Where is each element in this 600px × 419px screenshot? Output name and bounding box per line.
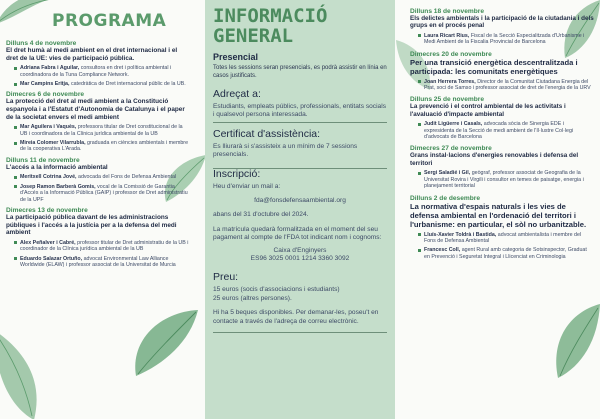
speaker-role: Director de la Comunitat Ciutadana Energia del Prat, soci de Samso i professor associat de dret de l'energia de la URV bbox=[424, 78, 591, 92]
speaker bbox=[410, 33, 594, 46]
session-date: Dimecres 27 de novembre bbox=[410, 145, 492, 153]
speaker-role: catedràtica de Dret internacional públic de la UB. bbox=[70, 81, 186, 87]
presencial-label: Presencial bbox=[213, 52, 259, 62]
session-date: Dilluns 2 de desembre bbox=[410, 194, 480, 202]
speaker bbox=[6, 256, 191, 269]
session-date: Dilluns 25 de novembre bbox=[410, 96, 485, 104]
bullet-icon bbox=[14, 83, 17, 86]
bank-name: Caixa d'Enginyers bbox=[273, 246, 327, 254]
speaker-name: Meritxell Cotrina Jové, bbox=[20, 174, 77, 181]
inscripcio-send: Heu d'enviar un mail a: bbox=[213, 182, 281, 190]
speaker bbox=[6, 124, 191, 137]
speaker bbox=[410, 79, 594, 92]
speaker-name: Judit Ligüerre i Casals, bbox=[424, 121, 483, 128]
program-block bbox=[6, 207, 191, 268]
session-title: La prevenció i el control ambiental de les activitats i l'avaluació d'impacte ambiental bbox=[410, 103, 566, 118]
bullet-icon bbox=[418, 233, 421, 236]
speaker-role: geògraf, professor associat de Geografia de la Universitat Rovira i Virgili i consultor en temes de paisatge, energia i planejament territorial bbox=[424, 170, 584, 190]
bullet-icon bbox=[14, 241, 17, 244]
adreca-text: Estudiants, empleats públics, professionals, entitats socials i qualsevol persona interessada. bbox=[213, 103, 386, 119]
program-block bbox=[6, 40, 191, 87]
speaker-name: Sergi Saladié i Gil, bbox=[424, 170, 471, 177]
bank-iban: ES96 3025 0001 1214 3360 3092 bbox=[250, 255, 350, 263]
speaker-name: Josep Ramon Barberà Gomis, bbox=[20, 183, 96, 190]
speaker-name: Laura Ricart Rius, bbox=[424, 32, 470, 39]
speaker-role: advocada sòcia de Sinergia EDE i expresidenta de la Secció de medi ambient de l'Il·lustre Col·legi d'advocats de Barcelona bbox=[424, 121, 574, 141]
bullet-icon bbox=[14, 185, 17, 188]
program-block bbox=[410, 195, 594, 261]
preu-line: 25 euros (altres persones). bbox=[213, 294, 292, 302]
divider bbox=[213, 122, 387, 123]
bullet-icon bbox=[418, 249, 421, 252]
speaker-role: graduada en ciències ambientals i membre de la cooperativa L'Arada. bbox=[20, 140, 189, 153]
session-date: Dilluns 4 de novembre bbox=[6, 40, 77, 47]
bullet-icon bbox=[14, 67, 17, 70]
bullet-icon bbox=[14, 176, 17, 179]
bullet-icon bbox=[14, 126, 17, 129]
speaker-role: vocal de la Comissió de Garantia d'Accés a la Informació Pública (GAIP) i professor de Dret administratiu de la UPF bbox=[20, 183, 188, 203]
info-title-line: GENERAL bbox=[213, 25, 294, 47]
speaker bbox=[6, 81, 191, 87]
speaker bbox=[410, 121, 594, 140]
session-date: Dilluns 18 de novembre bbox=[410, 8, 485, 15]
bullet-icon bbox=[418, 80, 421, 83]
bullet-icon bbox=[14, 142, 17, 145]
speaker-role: professor titular de Dret administratiu de la UB i coordinador de la Clínica jurídica ambiental de la UB bbox=[20, 239, 189, 253]
session-title: El dret humà al medi ambient en el dret internacional i el dret de la UE: vies de participació pública. bbox=[6, 47, 178, 62]
divider bbox=[213, 332, 387, 333]
program-block bbox=[6, 157, 191, 203]
bullet-icon bbox=[418, 123, 421, 126]
bullet-icon bbox=[418, 34, 421, 37]
cert-heading: Certificat d'assistència: bbox=[213, 127, 321, 140]
info-column bbox=[205, 0, 395, 419]
program-block bbox=[6, 91, 191, 152]
info-title-line: INFORMACIÓ bbox=[213, 5, 328, 27]
speaker bbox=[6, 240, 191, 253]
speaker bbox=[410, 232, 594, 245]
inscripcio-deadline: abans del 31 d'octubre del 2024. bbox=[213, 211, 309, 219]
session-date: Dilluns 11 de novembre bbox=[6, 156, 80, 164]
session-date: Dimecres 20 de novembre bbox=[410, 50, 492, 58]
speaker bbox=[6, 184, 191, 203]
speaker-name: Eduardo Salazar Ortuño, bbox=[20, 255, 83, 262]
contact-email[interactable]: fda@fonsdefensaambiental.org bbox=[254, 197, 346, 205]
inscripcio-text: La matrícula quedarà formalitzada en el moment del seu pagament al compte de l'FDA tot indicant nom i cognoms: bbox=[213, 225, 382, 242]
session-title: L'accés a la informació ambiental bbox=[6, 163, 108, 171]
speaker-role: Fiscal de la Secció Especialitzada d'Urbanisme i Medi Ambient de la Fiscalia Provincial de Barcelona bbox=[424, 32, 585, 46]
preu-note: Hi ha 5 beques disponibles. Per demanar-les, poseu't en contacte a través de l'adreça de correu electrònic. bbox=[213, 309, 379, 325]
speaker-role: agent Rural amb categoria de Sotsinspector, Graduat en Prevenció i Seguretat Integral i Llicenciat en Criminologia bbox=[424, 247, 587, 260]
cert-text: Es lliurarà si s'assisteix a un mínim de 7 sessions presencials. bbox=[213, 142, 358, 159]
speaker bbox=[6, 174, 191, 180]
session-title: Grans instal·lacions d'energies renovables i defensa del territori bbox=[410, 152, 579, 167]
speaker-name: Adriana Fabra i Aguilar, bbox=[20, 65, 80, 72]
program-title: PROGRAMA bbox=[52, 11, 167, 31]
speaker-name: Joan Herrera Torres, bbox=[424, 78, 476, 85]
session-title: La protecció del dret al medi ambient a la Constitució espanyola i a l'Estatut d'Autonomia de Catalunya i el paper de la societat envers el medi ambient bbox=[6, 98, 185, 121]
session-date: Dimecres 13 de novembre bbox=[6, 207, 88, 215]
program-block bbox=[410, 51, 594, 92]
speaker-role: professora titular de Dret constitucional de la UB i coordinadora de la Clínica jurídica ambiental de la UB bbox=[20, 124, 183, 137]
speaker-name: Lluís-Xavier Toldrà i Bastida, bbox=[424, 231, 497, 238]
presencial-note: Totes les sessions seran presencials, es podrà assistir en línia en casos justificats. bbox=[213, 65, 387, 79]
program-block bbox=[410, 96, 594, 140]
info-title bbox=[213, 6, 387, 46]
speaker-role: advocat Environmental Law Alliance Worldwide (ELAW) i professor associat de la Universitat de Murcia bbox=[20, 255, 176, 269]
session-title: Per una transició energètica descentralitzada i participada: les comunitats energètiques bbox=[410, 57, 578, 76]
program-block bbox=[410, 145, 594, 189]
preu-line: 15 euros (socis d'associacions i estudiants) bbox=[213, 286, 340, 294]
program-column-left bbox=[0, 0, 195, 419]
session-title: Els delictes ambientals i la participació de la ciutadania i dels grups en el procés penal bbox=[410, 15, 594, 30]
speaker bbox=[410, 247, 594, 260]
speaker bbox=[410, 170, 594, 189]
program-column-right bbox=[402, 0, 600, 419]
program-block bbox=[410, 8, 594, 46]
speaker-name: Mireia Colomer Vilarrubla, bbox=[20, 140, 86, 146]
divider bbox=[213, 168, 387, 169]
session-date: Dimecres 6 de novembre bbox=[6, 91, 85, 99]
inscripcio-heading: Inscripció: bbox=[213, 167, 261, 180]
speaker-role: consultora en dret i política ambiental i coordinadora de la Tuna Compliance Network. bbox=[20, 65, 172, 78]
speaker bbox=[6, 65, 191, 78]
speaker-name: Francesc Coll, bbox=[424, 247, 461, 254]
speaker-name: Mar Campins Eritja, bbox=[20, 81, 70, 87]
speaker-name: Mar Aguilera i Vaquès, bbox=[20, 124, 77, 131]
speaker-role: advocat ambientalista i membre del Fons de Defensa Ambiental bbox=[424, 231, 582, 244]
speaker-role: advocada del Fons de Defensa Ambiental bbox=[78, 174, 177, 181]
bullet-icon bbox=[14, 257, 17, 260]
speaker bbox=[6, 140, 191, 153]
bullet-icon bbox=[418, 172, 421, 175]
preu-heading: Preu: bbox=[213, 271, 239, 284]
adreca-heading: Adreçat a: bbox=[213, 88, 261, 100]
session-title: La participació pública davant de les administracions públiques i l'accés a la justícia per a la defensa del medi ambient bbox=[6, 214, 177, 237]
speaker-name: Alex Peñalver i Cabré, bbox=[20, 239, 76, 246]
session-title: La normativa d'espais naturals i les vies de defensa ambiental en l'ordenació del territori i l'urbanisme: en particular, el sòl no urbanitzable. bbox=[410, 201, 587, 229]
